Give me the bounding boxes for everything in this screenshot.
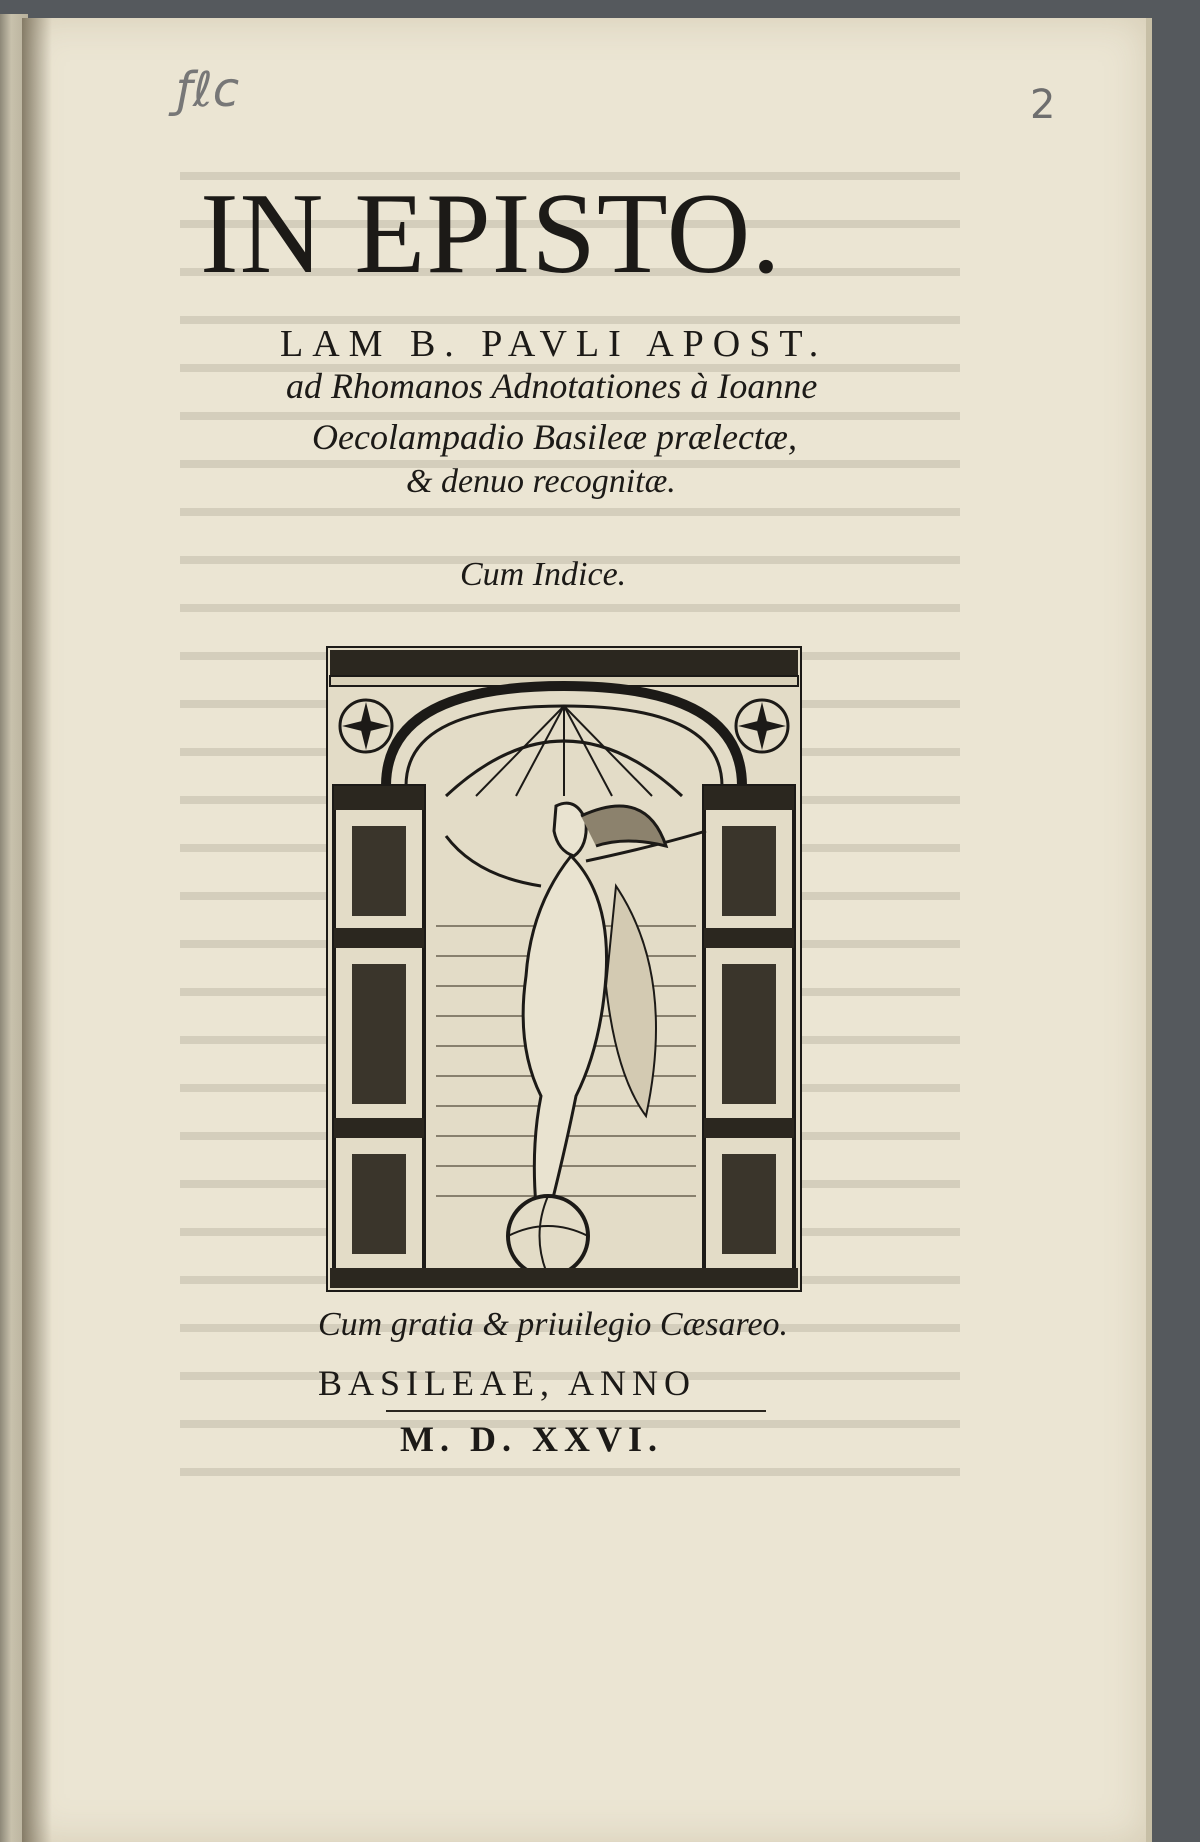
- imprint-year: M. D. XXVI.: [400, 1419, 663, 1459]
- folio-number: 2: [1030, 82, 1056, 128]
- title-line-2: LAM B. PAVLI APOST.: [280, 323, 828, 365]
- title-line-4: Oecolampadio Basileæ prælectæ,: [312, 417, 797, 457]
- title-line-3: ad Rhomanos Adnotationes à Ioanne: [286, 366, 818, 406]
- pillar-left: [334, 786, 424, 1276]
- pillar-right: [704, 786, 794, 1276]
- imprint-rule: [386, 1410, 766, 1412]
- plinth: [330, 1268, 798, 1288]
- title-line-5: & denuo recognitæ.: [406, 463, 676, 500]
- title-line-1: IN EPISTO.: [200, 170, 782, 298]
- pencil-annotation: ƒℓc: [176, 62, 240, 118]
- woodcut-illustration: [326, 646, 802, 1292]
- gutter-shadow: [22, 18, 52, 1842]
- imprint-place: BASILEAE, ANNO: [318, 1363, 696, 1403]
- rosette-right: [736, 700, 788, 752]
- index-note: Cum Indice.: [460, 556, 627, 593]
- rosette-left: [340, 700, 392, 752]
- globe: [508, 1196, 588, 1276]
- privilege-statement: Cum gratia & priuilegio Cæsareo.: [318, 1306, 789, 1343]
- entablature: [330, 650, 798, 676]
